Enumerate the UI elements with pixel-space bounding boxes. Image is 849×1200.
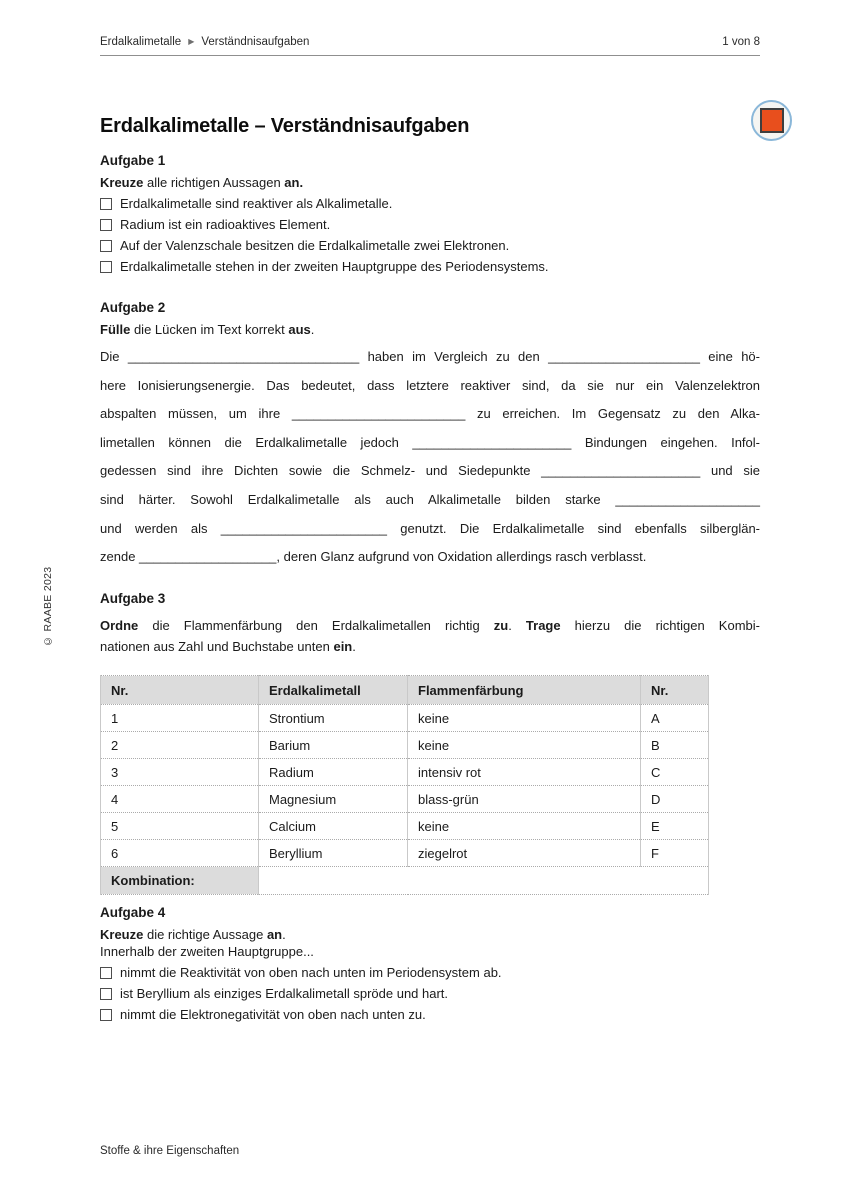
checkbox xyxy=(100,261,112,273)
column-header: Flammenfärbung xyxy=(408,676,641,705)
checkbox-item xyxy=(100,1004,760,1025)
column-header: Nr. xyxy=(101,676,259,705)
table-cell: 3 xyxy=(101,759,259,786)
column-header: Nr. xyxy=(641,676,709,705)
checkbox-label: Auf der Valenzschale besitzen die Erdalkalimetalle zwei Elektronen. xyxy=(120,238,510,253)
table-cell: C xyxy=(641,759,709,786)
table-cell: E xyxy=(641,813,709,840)
checkbox-item xyxy=(100,256,760,277)
page-title: Erdalkalimetalle – Verständnisaufgaben xyxy=(100,115,470,138)
gap-text-line: abspalten müssen, um ihre ________________________ zu erreichen. Im Gegensatz zu den Alka- xyxy=(100,406,760,422)
task-4-heading: Aufgabe 4 xyxy=(100,905,166,920)
table-cell: Magnesium xyxy=(259,786,408,813)
checkbox xyxy=(100,967,112,979)
checkbox-label: nimmt die Reaktivität von oben nach unten im Periodensystem ab. xyxy=(120,965,502,980)
task-4-checklist xyxy=(100,962,760,1025)
gap-text-line: gedessen sind ihre Dichten sowie die Schmelz- und Siedepunkte ______________________ und sie xyxy=(100,463,760,479)
table-cell: D xyxy=(641,786,709,813)
topic-icon-square xyxy=(760,108,784,133)
table-cell: 4 xyxy=(101,786,259,813)
table-row xyxy=(101,705,709,732)
page-number: 1 von 8 xyxy=(722,36,760,48)
task-1-checklist xyxy=(100,193,760,277)
kombination-answer-cell xyxy=(259,867,709,895)
checkbox-label: Erdalkalimetalle stehen in der zweiten Hauptgruppe des Periodensystems. xyxy=(120,259,549,274)
gap-text-line: limetallen können die Erdalkalimetalle jedoch ______________________ Bindungen eingehen. Infol- xyxy=(100,434,760,450)
task-4-lead: Innerhalb der zweiten Hauptgruppe... xyxy=(100,944,314,959)
copyright-vertical: © RAABE 2023 xyxy=(42,566,54,648)
checkbox xyxy=(100,1009,112,1021)
table-row xyxy=(101,786,709,813)
task-2-instruction: Fülle die Lücken im Text korrekt aus. xyxy=(100,322,315,337)
task-4-instruction: Kreuze die richtige Aussage an. xyxy=(100,927,286,942)
gap-text-line: sind härter. Sowohl Erdalkalimetalle als auch Alkalimetalle bilden starke ____________________ xyxy=(100,491,760,507)
checkbox-label: Erdalkalimetalle sind reaktiver als Alkalimetalle. xyxy=(120,196,393,211)
checkbox-item xyxy=(100,235,760,256)
gap-text-line: und werden als _______________________ genutzt. Die Erdalkalimetalle sind ebenfalls silberglän- xyxy=(100,520,760,536)
kombination-row xyxy=(101,867,709,895)
table-cell: B xyxy=(641,732,709,759)
page-header xyxy=(100,36,760,56)
table-cell: 1 xyxy=(101,705,259,732)
checkbox-label: ist Beryllium als einziges Erdalkalimetall spröde und hart. xyxy=(120,986,449,1001)
table-cell: Calcium xyxy=(259,813,408,840)
breadcrumb xyxy=(100,36,309,48)
topic-icon xyxy=(751,100,792,141)
task-1-instruction: Kreuze alle richtigen Aussagen an. xyxy=(100,175,304,190)
task-2 xyxy=(100,301,760,572)
column-header: Erdalkalimetall xyxy=(259,676,408,705)
task-1 xyxy=(100,154,760,277)
table-row xyxy=(101,759,709,786)
checkbox xyxy=(100,219,112,231)
table-cell: Strontium xyxy=(259,705,408,732)
task-3-heading: Aufgabe 3 xyxy=(100,591,166,606)
table-row xyxy=(101,813,709,840)
checkbox xyxy=(100,988,112,1000)
task-4 xyxy=(100,906,760,1025)
table-cell: F xyxy=(641,840,709,867)
table-cell: keine xyxy=(408,813,641,840)
checkbox-label: nimmt die Elektronegativität von oben nach unten zu. xyxy=(120,1007,426,1022)
checkbox-item xyxy=(100,983,760,1004)
table-cell: Radium xyxy=(259,759,408,786)
table-cell: Barium xyxy=(259,732,408,759)
gap-fill-paragraph xyxy=(100,343,760,572)
breadcrumb-item-section: Verständnisaufgaben xyxy=(201,36,310,48)
table-cell: 5 xyxy=(101,813,259,840)
table-cell: intensiv rot xyxy=(408,759,641,786)
task-2-heading: Aufgabe 2 xyxy=(100,300,166,315)
gap-text-line: here Ionisierungsenergie. Das bedeutet, dass letztere reaktiver sind, da sie nur ein Valenzelektron xyxy=(100,377,760,393)
table-cell: blass-grün xyxy=(408,786,641,813)
footer-series-title: Stoffe & ihre Eigenschaften xyxy=(100,1145,240,1157)
gap-text-line: Die ________________________________ haben im Vergleich zu den _____________________ eine hö- xyxy=(100,349,760,364)
table-cell: 2 xyxy=(101,732,259,759)
task-1-heading: Aufgabe 1 xyxy=(100,153,166,168)
task-3-instruction-line-2: nationen aus Zahl und Buchstabe unten ein. xyxy=(100,639,356,654)
kombination-label-cell: Kombination: xyxy=(101,867,259,895)
checkbox xyxy=(100,240,112,252)
task-3 xyxy=(100,592,760,657)
checkbox-item xyxy=(100,214,760,235)
checkbox xyxy=(100,198,112,210)
table-cell: A xyxy=(641,705,709,732)
table-row xyxy=(101,840,709,867)
breadcrumb-arrow-icon: ▶ xyxy=(188,37,195,46)
checkbox-item xyxy=(100,962,760,983)
table-cell: keine xyxy=(408,705,641,732)
checkbox-label: Radium ist ein radioaktives Element. xyxy=(120,217,331,232)
flame-color-table-wrapper xyxy=(100,675,709,895)
table-cell: Beryllium xyxy=(259,840,408,867)
breadcrumb-item-topic: Erdalkalimetalle xyxy=(100,36,182,48)
gap-text-line: zende ___________________, deren Glanz aufgrund von Oxidation allerdings rasch verblasst. xyxy=(100,549,647,565)
table-cell: keine xyxy=(408,732,641,759)
checkbox-item xyxy=(100,193,760,214)
task-3-instruction-line-1: Ordne die Flammenfärbung den Erdalkalimetallen richtig zu. Trage hierzu die richtigen Kombi- xyxy=(100,618,760,633)
table-cell: ziegelrot xyxy=(408,840,641,867)
table-row xyxy=(101,732,709,759)
flame-color-table xyxy=(100,675,709,895)
table-cell: 6 xyxy=(101,840,259,867)
